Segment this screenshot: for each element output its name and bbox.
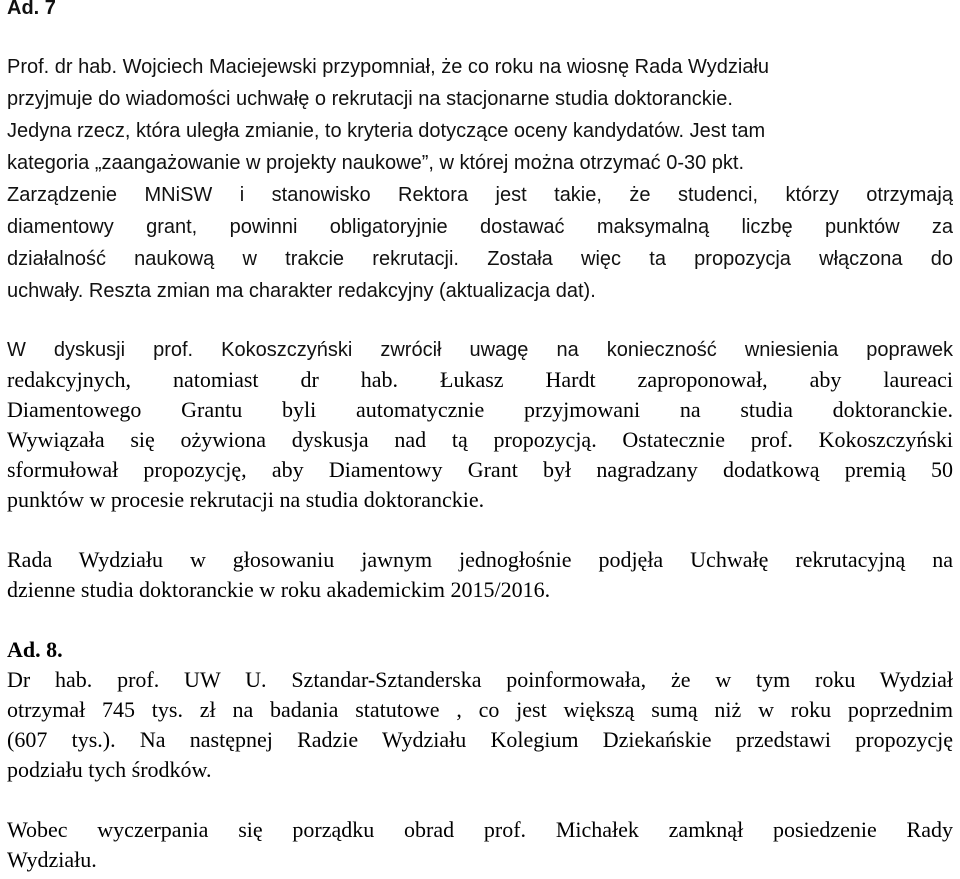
- ad7-paragraph1-line-1: Prof. dr hab. Wojciech Maciejewski przypomniał, że co roku na wiosnę Rada Wydziału: [7, 56, 770, 78]
- ad7-paragraph1-line-8: uchwały. Reszta zmian ma charakter redakcyjny (aktualizacja dat).: [7, 280, 596, 302]
- ad8-paragraph1-line-3: (607 tys.). Na następnej Radzie Wydziału Kolegium Dziekańskie przedstawi propozycję: [7, 727, 953, 752]
- ad7-paragraph3-line-2: dzienne studia doktoranckie w roku akademickim 2015/2016.: [7, 577, 551, 602]
- ad8-paragraph1-line-1: Dr hab. prof. UW U. Sztandar-Sztanderska poinformowała, że w tym roku Wydział: [7, 667, 953, 692]
- ad8-paragraph1-line-4: podziału tych środków.: [7, 757, 212, 782]
- ad7-paragraph1-line-6: diamentowy grant, powinni obligatoryjnie dostawać maksymalną liczbę punktów za: [7, 216, 953, 238]
- ad7-paragraph1-line-4: kategoria „zaangażowanie w projekty naukowe”, w której można otrzymać 0-30 pkt.: [7, 152, 745, 174]
- ad7-paragraph2-line-1: W dyskusji prof. Kokoszczyński zwrócił uwagę na konieczność wniesienia poprawek: [7, 339, 953, 361]
- ad8-paragraph2-line-1: Wobec wyczerpania się porządku obrad prof. Michałek zamknął posiedzenie Rady: [7, 817, 953, 842]
- ad7-paragraph2-line-3: Diamentowego Grantu byli automatycznie przyjmowani na studia doktoranckie.: [7, 397, 953, 422]
- ad7-paragraph1-line-3: Jedyna rzecz, która uległa zmianie, to kryteria dotyczące oceny kandydatów. Jest tam: [7, 120, 766, 142]
- ad7-paragraph2-line-5: sformułował propozycję, aby Diamentowy Grant był nagradzany dodatkową premią 50: [7, 457, 953, 482]
- ad7-paragraph2-line-4: Wywiązała się ożywiona dyskusja nad tą propozycją. Ostatecznie prof. Kokoszczyński: [7, 427, 953, 452]
- ad7-paragraph1-line-5: Zarządzenie MNiSW i stanowisko Rektora jest takie, że studenci, którzy otrzymają: [7, 184, 953, 206]
- heading-ad-8: Ad. 8.: [7, 637, 63, 662]
- heading-ad-7: Ad. 7: [7, 0, 56, 19]
- ad7-paragraph2-line-6: punktów w procesie rekrutacji na studia doktoranckie.: [7, 487, 485, 512]
- ad8-paragraph2-line-2: Wydziału.: [7, 847, 97, 872]
- ad7-paragraph2-line-2: redakcyjnych, natomiast dr hab. Łukasz Hardt zaproponował, aby laureaci: [7, 367, 953, 392]
- ad7-paragraph3-line-1: Rada Wydziału w głosowaniu jawnym jednogłośnie podjęła Uchwałę rekrutacyjną na: [7, 547, 953, 572]
- ad7-paragraph1-line-2: przyjmuje do wiadomości uchwałę o rekrutacji na stacjonarne studia doktoranckie.: [7, 88, 733, 110]
- ad7-paragraph1-line-7: działalność naukową w trakcie rekrutacji. Została więc ta propozycja włączona do: [7, 248, 953, 270]
- ad8-paragraph1-line-2: otrzymał 745 tys. zł na badania statutowe , co jest większą sumą niż w roku poprzednim: [7, 697, 953, 722]
